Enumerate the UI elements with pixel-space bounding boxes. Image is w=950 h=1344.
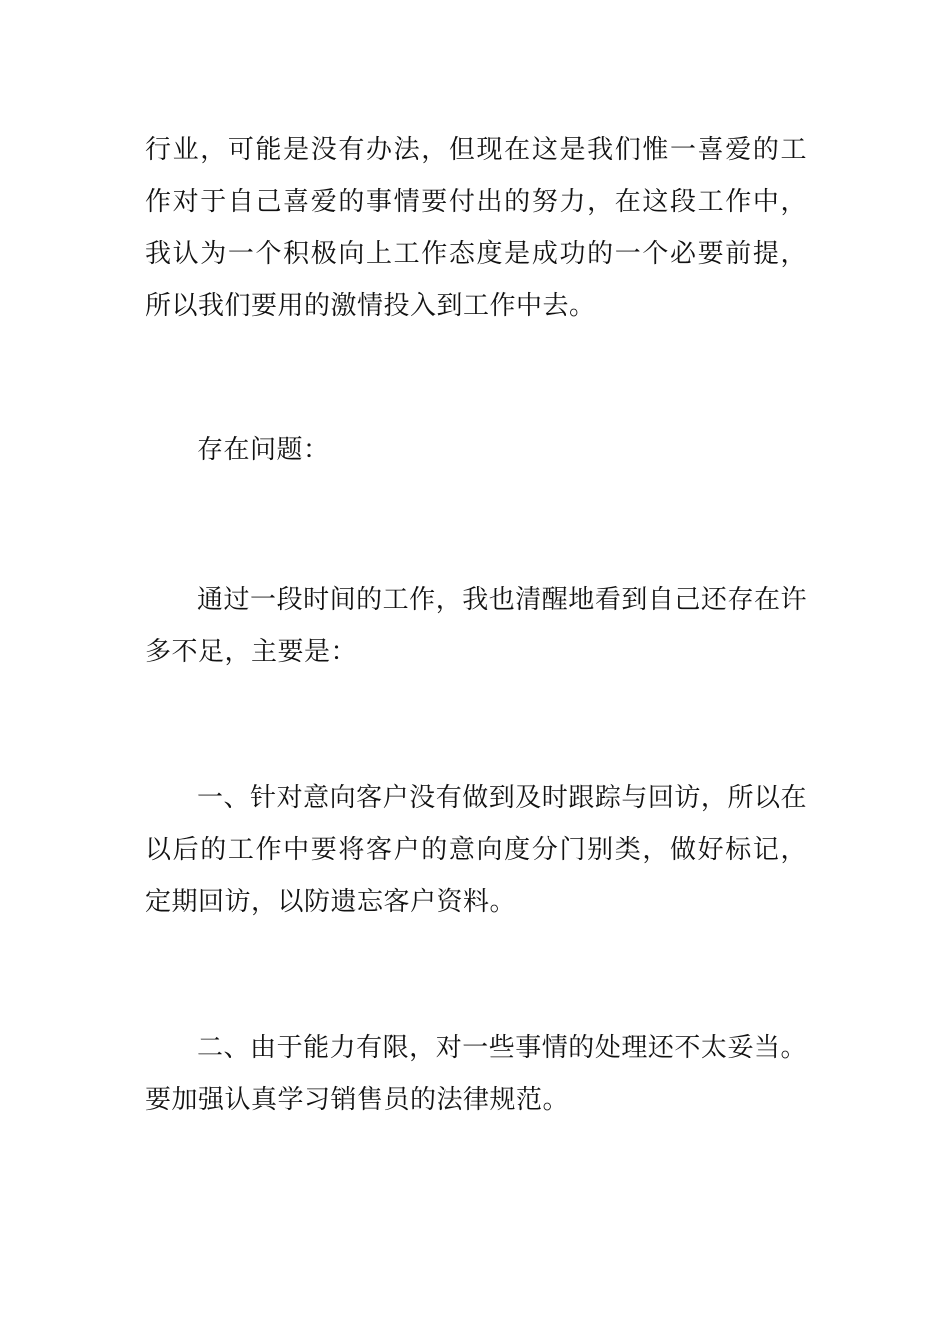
- paragraph-item-two: 二、由于能力有限，对一些事情的处理还不太妥当。要加强认真学习销售员的法律规范。: [145, 1033, 807, 1115]
- paragraph-item-one: 一、针对意向客户没有做到及时跟踪与回访，所以在以后的工作中要将客户的意向度分门别类，做好标记，定期回访，以防遗忘客户资料。: [145, 783, 807, 917]
- section-heading-problems: 存在问题：: [197, 435, 330, 465]
- paragraph-intro: 通过一段时间的工作，我也清醒地看到自己还存在许多不足，主要是：: [145, 585, 807, 667]
- paragraph-continuation: 行业，可能是没有办法，但现在这是我们惟一喜爱的工作对于自己喜爱的事情要付出的努力，在这段工作中，我认为一个积极向上工作态度是成功的一个必要前提，所以我们要用的激情投入到工作中去。: [145, 135, 807, 321]
